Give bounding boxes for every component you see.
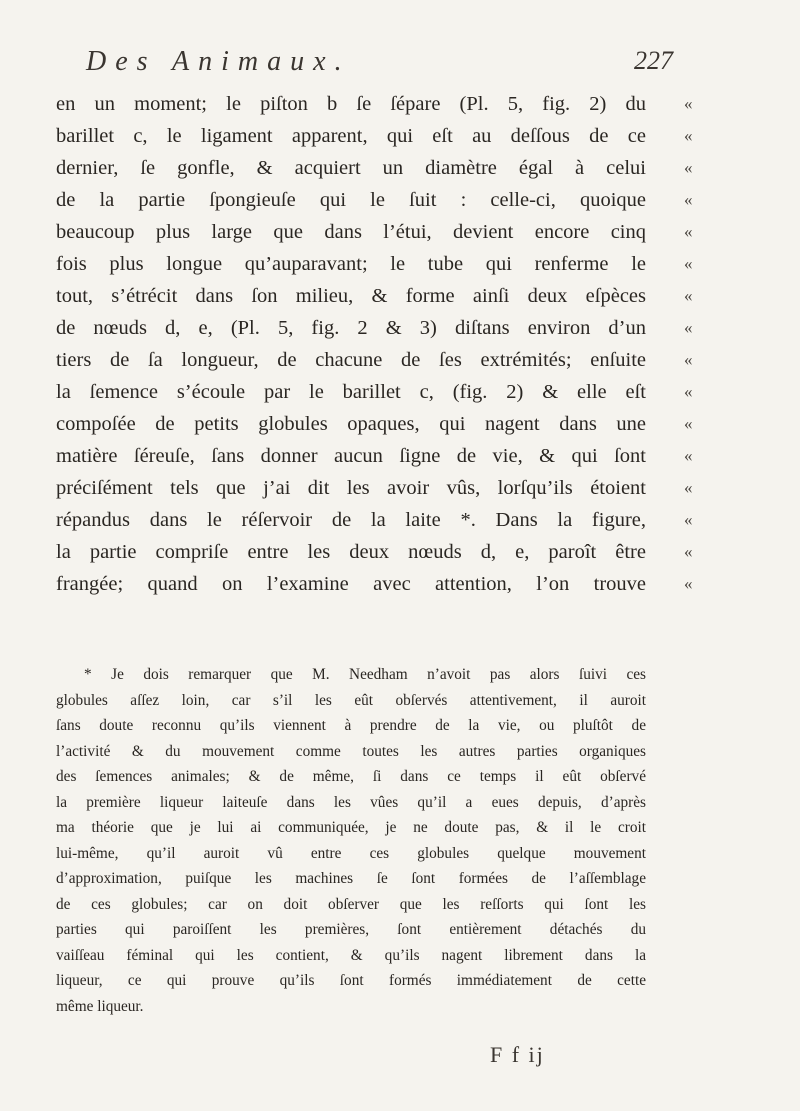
- footnote-line: liqueur, ce qui prouve qu’ils ſont formés immédiatement de cette: [56, 972, 646, 989]
- footnote-line: l’activité & du mouvement comme toutes les autres parties organiques: [56, 742, 646, 760]
- quote-mark: «: [684, 158, 693, 177]
- quote-mark: «: [684, 446, 693, 465]
- body-line: de nœuds d, e, (Pl. 5, fig. 2 & 3) diſtans environ d’un: [56, 317, 646, 339]
- body-line: préciſément tels que j’ai dit les avoir vûs, lorſqu’ils étoient: [56, 477, 646, 499]
- footnote: [56, 662, 646, 1019]
- quote-mark: «: [684, 190, 693, 209]
- quote-mark: «: [684, 254, 693, 273]
- body-line: tout, s’étrécit dans ſon milieu, & forme ainſi deux eſpèces: [56, 285, 646, 307]
- footnote-line: des ſemences animales; & de même, ſi dans ce temps il eût obſervé: [56, 768, 646, 785]
- quote-mark: «: [684, 542, 693, 561]
- quote-mark: «: [684, 478, 693, 497]
- signature-mark: F f ij: [490, 1042, 545, 1067]
- footnote-line: la première liqueur laiteuſe dans les vûes qu’il a eues depuis, d’après: [56, 793, 646, 811]
- footnote-line: * Je dois remarquer que M. Needham n’avoit pas alors ſuivi ces: [84, 666, 646, 683]
- quote-mark: «: [684, 222, 693, 241]
- body-line: matière ſéreuſe, ſans donner aucun ſigne de vie, & qui ſont: [56, 445, 646, 467]
- footnote-line: vaiſſeau féminal qui les contient, & qu’ils nagent librement dans la: [56, 946, 646, 964]
- body-line: beaucoup plus large que dans l’étui, devient encore cinq: [56, 221, 646, 243]
- body-line: de la partie ſpongieuſe qui le ſuit : celle-ci, quoique: [56, 189, 646, 211]
- quote-mark: «: [684, 382, 693, 401]
- page-number: 227: [634, 46, 673, 75]
- body-line: fois plus longue qu’auparavant; le tube qui renferme le: [56, 253, 646, 275]
- body-text: [56, 88, 646, 600]
- footnote-line: de ces globules; car on doit obſerver que les reſſorts qui ſont les: [56, 895, 646, 913]
- body-line: frangée; quand on l’examine avec attention, l’on trouve: [56, 573, 646, 595]
- footnote-line: parties qui paroiſſent les premières, ſont entièrement détachés du: [56, 921, 646, 938]
- body-line: en un moment; le piſton b ſe ſépare (Pl. 5, fig. 2) du: [56, 93, 646, 115]
- footnote-line: lui-même, qu’il auroit vû entre ces globules quelque mouvement: [56, 844, 646, 862]
- body-line: la partie compriſe entre les deux nœuds d, e, paroît être: [56, 541, 646, 563]
- quote-mark: «: [684, 318, 693, 337]
- running-head: Des Animaux.: [86, 46, 351, 77]
- quote-mark: «: [684, 414, 693, 433]
- footnote-line: d’approximation, puiſque les machines ſe ſont formées de l’aſſemblage: [56, 870, 646, 887]
- body-line: barillet c, le ligament apparent, qui eſt au deſſous de ce: [56, 125, 646, 147]
- body-line: tiers de ſa longueur, de chacune de ſes extrémités; enſuite: [56, 349, 646, 371]
- body-line: la ſemence s’écoule par le barillet c, (fig. 2) & elle eſt: [56, 381, 646, 403]
- body-line: dernier, ſe gonfle, & acquiert un diamètre égal à celui: [56, 157, 646, 179]
- quote-mark: «: [684, 510, 693, 529]
- footnote-line: globules aſſez loin, car s’il les eût obſervés attentivement, il auroit: [56, 691, 646, 709]
- body-line: compoſée de petits globules opaques, qui nagent dans une: [56, 413, 646, 435]
- quote-mark: «: [684, 574, 693, 593]
- quote-mark: «: [684, 94, 693, 113]
- footnote-line: même liqueur.: [56, 997, 144, 1015]
- quote-mark: «: [684, 350, 693, 369]
- quote-mark: «: [684, 126, 693, 145]
- body-line: répandus dans le réſervoir de la laite *. Dans la figure,: [56, 509, 646, 531]
- quote-marks-column: [684, 88, 714, 600]
- quote-mark: «: [684, 286, 693, 305]
- footnote-line: ma théorie que je lui ai communiquée, je ne doute pas, & il le croit: [56, 819, 646, 836]
- footnote-line: ſans doute reconnu qu’ils viennent à prendre de la vie, ou pluſtôt de: [56, 717, 646, 734]
